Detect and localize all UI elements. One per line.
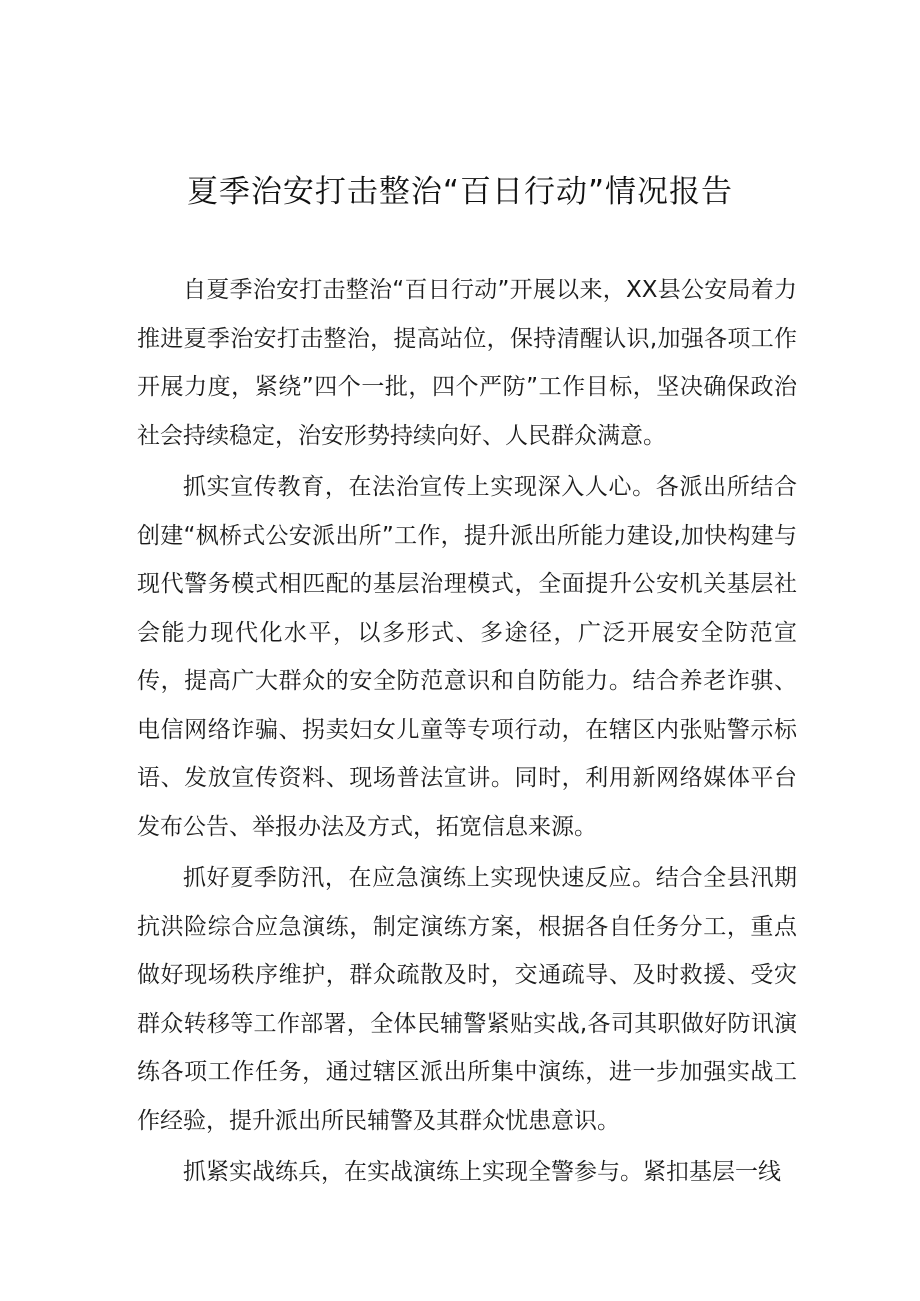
document-body: [137, 266, 797, 1200]
paragraph-intro: 自夏季治安打击整治“百日行动”开展以来，XX县公安局着力推进夏季治安打击整治，提高站位，保持清醒认识,加强各项工作开展力度，紧绕”四个一批，四个严防”工作目标，坚决确保政治社会持续稳定，治安形势持续向好、人民群众满意。: [137, 277, 797, 449]
paragraph-flood-prevention: 抓好夏季防汛，在应急演练上实现快速反应。结合全县汛期抗洪险综合应急演练，制定演练方案，根据各自任务分工，重点做好现场秩序维护，群众疏散及时，交通疏导、及时救援、受灾群众转移等工作部署，全体民辅警紧贴实战,各司其职做好防讯演练各项工作任务，通过辖区派出所集中演练，进一步加强实战工作经验，提升派出所民辅警及其群众忧患意识。: [137, 865, 797, 1134]
paragraph-training: 抓紧实战练兵，在实战演练上实现全警参与。紧扣基层一线: [183, 1159, 781, 1185]
document-title: 夏季治安打击整治“百日行动”情况报告: [186, 174, 734, 210]
paragraph-publicity: 抓实宣传教育，在法治宣传上实现深入人心。各派出所结合创建“枫桥式公安派出所”工作，提升派出所能力建设,加快构建与现代警务模式相匹配的基层治理模式，全面提升公安机关基层社会能力现代化水平，以多形式、多途径，广泛开展安全防范宣传，提高广大群众的安全防范意识和自防能力。结合养老诈骐、电信网络诈骗、拐卖妇女儿童等专项行动，在辖区内张贴警示标语、发放宣传资料、现场普法宣讲。同时，利用新网络媒体平台发布公告、举报办法及方式，拓宽信息来源。: [137, 474, 797, 840]
